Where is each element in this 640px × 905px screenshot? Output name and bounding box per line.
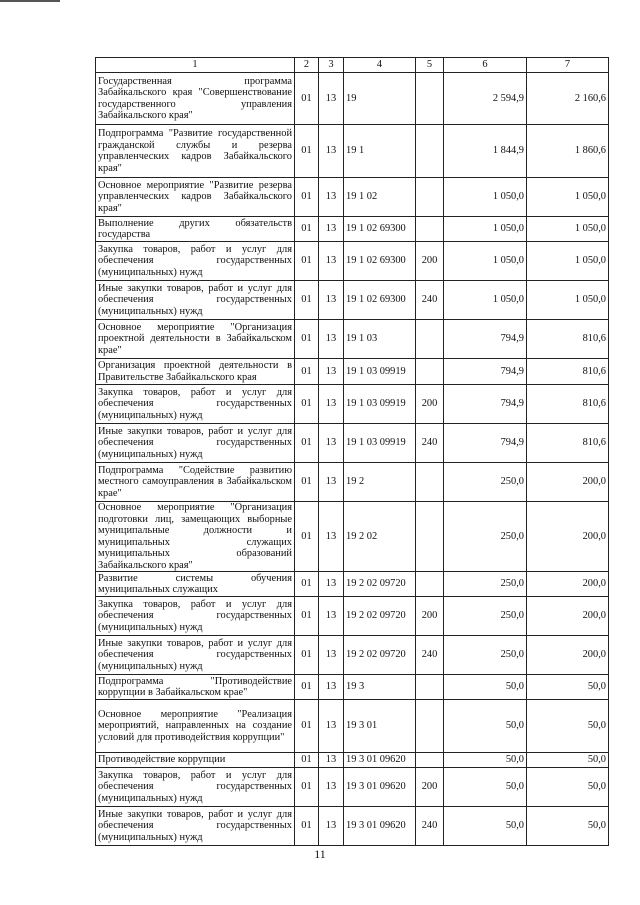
table-row (96, 463, 609, 502)
amount-col6-cell: 1 050,0 (444, 217, 527, 242)
amount-col7-cell: 200,0 (527, 463, 609, 502)
section-code-cell: 01 (295, 178, 319, 217)
table-row (96, 807, 609, 846)
amount-col7-cell: 50,0 (527, 768, 609, 807)
target-article-cell: 19 3 01 09620 (344, 768, 416, 807)
section-code-cell: 01 (295, 597, 319, 636)
target-article-cell: 19 1 02 69300 (344, 281, 416, 320)
section-code-cell: 01 (295, 572, 319, 597)
item-name-cell: Развитие системы обучения муниципальных служащих (96, 572, 295, 597)
expense-type-cell: 240 (416, 424, 444, 463)
subsection-code-cell: 13 (319, 359, 344, 385)
item-name-cell: Иные закупки товаров, работ и услуг для обеспечения государственных (муниципальных) нужд (96, 424, 295, 463)
expense-type-cell: 240 (416, 281, 444, 320)
subsection-code-cell: 13 (319, 675, 344, 700)
section-code-cell: 01 (295, 700, 319, 753)
item-name-cell: Государственная программа Забайкальского края "Совершенствование государственного управления Забайкальского края" (96, 73, 295, 125)
amount-col7-cell: 810,6 (527, 385, 609, 424)
expense-type-cell: 240 (416, 636, 444, 675)
expense-type-cell (416, 125, 444, 178)
target-article-cell: 19 2 (344, 463, 416, 502)
item-name-cell: Закупка товаров, работ и услуг для обеспечения государственных (муниципальных) нужд (96, 242, 295, 281)
subsection-code-cell: 13 (319, 700, 344, 753)
item-name-cell: Закупка товаров, работ и услуг для обеспечения государственных (муниципальных) нужд (96, 385, 295, 424)
target-article-cell: 19 1 03 09919 (344, 424, 416, 463)
amount-col7-cell: 50,0 (527, 675, 609, 700)
expense-type-cell (416, 502, 444, 572)
target-article-cell: 19 1 03 (344, 320, 416, 359)
target-article-cell: 19 2 02 09720 (344, 636, 416, 675)
section-code-cell: 01 (295, 320, 319, 359)
expense-type-cell (416, 217, 444, 242)
section-code-cell: 01 (295, 359, 319, 385)
subsection-code-cell: 13 (319, 463, 344, 502)
amount-col7-cell: 200,0 (527, 597, 609, 636)
table-row (96, 753, 609, 768)
target-article-cell: 19 1 03 09919 (344, 359, 416, 385)
table-row (96, 73, 609, 125)
column-header-5: 5 (416, 58, 444, 73)
item-name-cell: Иные закупки товаров, работ и услуг для обеспечения государственных (муниципальных) нужд (96, 636, 295, 675)
target-article-cell: 19 1 02 69300 (344, 242, 416, 281)
subsection-code-cell: 13 (319, 502, 344, 572)
amount-col7-cell: 1 050,0 (527, 217, 609, 242)
section-code-cell: 01 (295, 125, 319, 178)
item-name-cell: Основное мероприятие "Развитие резерва управленческих кадров Забайкальского края" (96, 178, 295, 217)
section-code-cell: 01 (295, 768, 319, 807)
table-row (96, 242, 609, 281)
subsection-code-cell: 13 (319, 572, 344, 597)
section-code-cell: 01 (295, 753, 319, 768)
subsection-code-cell: 13 (319, 753, 344, 768)
table-row (96, 281, 609, 320)
amount-col6-cell: 1 050,0 (444, 178, 527, 217)
section-code-cell: 01 (295, 636, 319, 675)
item-name-cell: Противодействие коррупции (96, 753, 295, 768)
item-name-cell: Иные закупки товаров, работ и услуг для обеспечения государственных (муниципальных) нужд (96, 807, 295, 846)
section-code-cell: 01 (295, 242, 319, 281)
amount-col6-cell: 1 050,0 (444, 281, 527, 320)
amount-col6-cell: 2 594,9 (444, 73, 527, 125)
expense-type-cell (416, 178, 444, 217)
subsection-code-cell: 13 (319, 125, 344, 178)
expense-type-cell: 200 (416, 242, 444, 281)
section-code-cell: 01 (295, 807, 319, 846)
scan-edge-mark (0, 0, 60, 2)
column-header-4: 4 (344, 58, 416, 73)
column-header-1: 1 (96, 58, 295, 73)
amount-col6-cell: 250,0 (444, 463, 527, 502)
item-name-cell: Организация проектной деятельности в Правительстве Забайкальского края (96, 359, 295, 385)
target-article-cell: 19 3 01 09620 (344, 753, 416, 768)
section-code-cell: 01 (295, 281, 319, 320)
amount-col7-cell: 50,0 (527, 700, 609, 753)
amount-col7-cell: 1 050,0 (527, 178, 609, 217)
expense-type-cell: 200 (416, 768, 444, 807)
subsection-code-cell: 13 (319, 636, 344, 675)
section-code-cell: 01 (295, 675, 319, 700)
item-name-cell: Основное мероприятие "Организация проектной деятельности в Забайкальском крае" (96, 320, 295, 359)
target-article-cell: 19 2 02 (344, 502, 416, 572)
subsection-code-cell: 13 (319, 424, 344, 463)
expense-type-cell (416, 572, 444, 597)
amount-col7-cell: 810,6 (527, 359, 609, 385)
subsection-code-cell: 13 (319, 242, 344, 281)
table-row (96, 424, 609, 463)
table-row (96, 700, 609, 753)
subsection-code-cell: 13 (319, 178, 344, 217)
expense-type-cell: 240 (416, 807, 444, 846)
item-name-cell: Основное мероприятие "Реализация мероприятий, направленных на создание условий для противодействия коррупции" (96, 700, 295, 753)
amount-col7-cell: 200,0 (527, 636, 609, 675)
header-row (96, 58, 609, 73)
target-article-cell: 19 (344, 73, 416, 125)
subsection-code-cell: 13 (319, 597, 344, 636)
item-name-cell: Закупка товаров, работ и услуг для обеспечения государственных (муниципальных) нужд (96, 597, 295, 636)
amount-col6-cell: 794,9 (444, 359, 527, 385)
amount-col6-cell: 1 844,9 (444, 125, 527, 178)
amount-col7-cell: 810,6 (527, 320, 609, 359)
subsection-code-cell: 13 (319, 385, 344, 424)
target-article-cell: 19 3 01 (344, 700, 416, 753)
amount-col6-cell: 250,0 (444, 597, 527, 636)
table-row (96, 178, 609, 217)
subsection-code-cell: 13 (319, 807, 344, 846)
table-row (96, 675, 609, 700)
amount-col7-cell: 1 860,6 (527, 125, 609, 178)
table-row (96, 359, 609, 385)
amount-col6-cell: 794,9 (444, 424, 527, 463)
target-article-cell: 19 1 03 09919 (344, 385, 416, 424)
amount-col7-cell: 810,6 (527, 424, 609, 463)
table-row (96, 125, 609, 178)
table-row (96, 320, 609, 359)
section-code-cell: 01 (295, 463, 319, 502)
amount-col6-cell: 250,0 (444, 636, 527, 675)
amount-col6-cell: 794,9 (444, 320, 527, 359)
item-name-cell: Основное мероприятие "Организация подготовки лиц, замещающих выборные муниципальные должности и муниципальных служащих муниципальных образований Забайкальского края" (96, 502, 295, 572)
amount-col7-cell: 1 050,0 (527, 242, 609, 281)
table-row (96, 768, 609, 807)
subsection-code-cell: 13 (319, 217, 344, 242)
expense-type-cell (416, 73, 444, 125)
subsection-code-cell: 13 (319, 73, 344, 125)
table-row (96, 572, 609, 597)
amount-col6-cell: 50,0 (444, 753, 527, 768)
section-code-cell: 01 (295, 73, 319, 125)
item-name-cell: Закупка товаров, работ и услуг для обеспечения государственных (муниципальных) нужд (96, 768, 295, 807)
expense-type-cell (416, 463, 444, 502)
amount-col6-cell: 794,9 (444, 385, 527, 424)
expense-type-cell: 200 (416, 385, 444, 424)
item-name-cell: Выполнение других обязательств государства (96, 217, 295, 242)
column-header-7: 7 (527, 58, 609, 73)
expense-type-cell (416, 700, 444, 753)
amount-col7-cell: 200,0 (527, 572, 609, 597)
subsection-code-cell: 13 (319, 320, 344, 359)
page-number: 11 (314, 847, 326, 861)
column-header-2: 2 (295, 58, 319, 73)
target-article-cell: 19 2 02 09720 (344, 597, 416, 636)
target-article-cell: 19 1 (344, 125, 416, 178)
amount-col6-cell: 250,0 (444, 502, 527, 572)
item-name-cell: Иные закупки товаров, работ и услуг для обеспечения государственных (муниципальных) нужд (96, 281, 295, 320)
target-article-cell: 19 1 02 (344, 178, 416, 217)
section-code-cell: 01 (295, 424, 319, 463)
item-name-cell: Подпрограмма "Развитие государственной гражданской службы и резерва управленческих кадров Забайкальского края" (96, 125, 295, 178)
amount-col6-cell: 50,0 (444, 768, 527, 807)
amount-col6-cell: 1 050,0 (444, 242, 527, 281)
column-header-6: 6 (444, 58, 527, 73)
amount-col7-cell: 2 160,6 (527, 73, 609, 125)
subsection-code-cell: 13 (319, 768, 344, 807)
target-article-cell: 19 3 01 09620 (344, 807, 416, 846)
subsection-code-cell: 13 (319, 281, 344, 320)
amount-col7-cell: 50,0 (527, 753, 609, 768)
table-row (96, 217, 609, 242)
item-name-cell: Подпрограмма "Содействие развитию местного самоуправления в Забайкальском крае" (96, 463, 295, 502)
section-code-cell: 01 (295, 217, 319, 242)
budget-table (95, 57, 609, 846)
amount-col6-cell: 50,0 (444, 675, 527, 700)
amount-col6-cell: 50,0 (444, 807, 527, 846)
expense-type-cell (416, 675, 444, 700)
table-row (96, 636, 609, 675)
section-code-cell: 01 (295, 385, 319, 424)
item-name-cell: Подпрограмма "Противодействие коррупции в Забайкальском крае" (96, 675, 295, 700)
expense-type-cell: 200 (416, 597, 444, 636)
amount-col7-cell: 1 050,0 (527, 281, 609, 320)
table-row (96, 385, 609, 424)
section-code-cell: 01 (295, 502, 319, 572)
target-article-cell: 19 1 02 69300 (344, 217, 416, 242)
amount-col7-cell: 50,0 (527, 807, 609, 846)
expense-type-cell (416, 320, 444, 359)
expense-type-cell (416, 753, 444, 768)
amount-col7-cell: 200,0 (527, 502, 609, 572)
target-article-cell: 19 2 02 09720 (344, 572, 416, 597)
column-header-3: 3 (319, 58, 344, 73)
expense-type-cell (416, 359, 444, 385)
amount-col6-cell: 50,0 (444, 700, 527, 753)
table-row (96, 597, 609, 636)
target-article-cell: 19 3 (344, 675, 416, 700)
table-row (96, 502, 609, 572)
amount-col6-cell: 250,0 (444, 572, 527, 597)
